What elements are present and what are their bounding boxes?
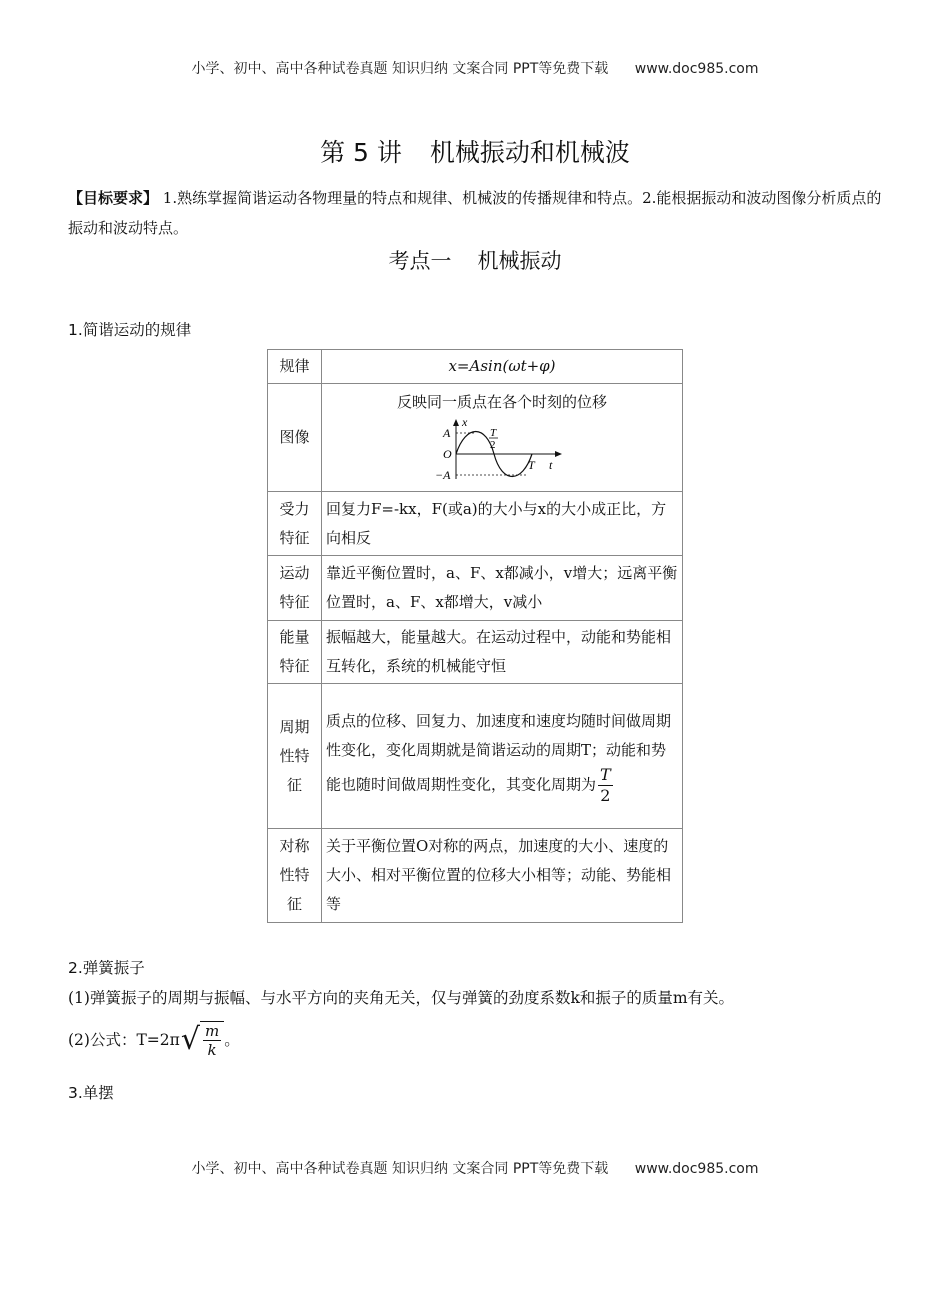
label-T: T [528,458,535,472]
sqrt-symbol: √ [180,1022,200,1057]
footer-site-link[interactable]: www.doc985.com [634,1161,759,1177]
formula-suffix: 。 [224,1031,240,1049]
row-key-line: 对称 [279,837,310,855]
table-row [268,621,683,684]
row-value: 振幅越大，能量越大。在运动过程中，动能和势能相互转化，系统的机械能守恒 [322,621,683,684]
row-key-line: 受力 [279,499,310,518]
period-text: 质点的位移、回复力、加速度和速度均随时间做周期性变化，变化周期就是简谐运动的周期T；动能和势能也随时间做周期性变化，其变化周期为 [326,711,672,793]
spring-formula [68,1020,240,1060]
header-site-link[interactable]: www.doc985.com [634,61,759,77]
fraction-numerator: T [600,764,611,784]
x-axis-arrow [555,451,562,457]
row-key-line: 征 [286,895,302,913]
goals-tag: 【目标要求】 [68,189,159,207]
section-number: 考点一 [388,249,452,273]
row-key [268,556,322,621]
row-key [268,829,322,923]
row-key-line: 周期 [279,717,310,736]
row-value: 靠近平衡位置时，a、F、x都减小，v增大；远离平衡位置时，a、F、x都增大，v减小 [322,556,683,621]
table-row [268,492,683,556]
goals-paragraph [68,183,883,243]
footer-text: 小学、初中、高中各种试卷真题 知识归纳 文案合同 PPT等免费下载 [191,1161,609,1177]
row-key-line: 特征 [279,593,310,611]
label-O: O [443,447,452,461]
label-half-T-den: 2 [490,439,496,451]
subheading-1: 1.简谐运动的规律 [68,321,192,339]
row-key-line: 特征 [279,528,310,547]
lecture-title: 机械振动和机械波 [429,138,630,167]
label-A: A [443,426,451,440]
spring-paragraph-1: (1)弹簧振子的周期与振幅、与水平方向的夹角无关，仅与弹簧的劲度系数k和振子的质量m有关。 [68,989,735,1007]
subheading-2: 2.弹簧振子 [68,959,145,977]
label-neg-A: −A [435,468,451,482]
formula-prefix: (2)公式：T=2π [68,1031,180,1049]
label-half-T-num: T [490,427,497,439]
row-key-line: 性特 [279,866,310,884]
table-row [268,684,683,829]
half-period-fraction [598,765,613,806]
section-heading [0,245,950,275]
row-value [322,384,683,492]
row-key-line: 征 [286,775,302,794]
row-value [322,684,683,829]
lecture-number: 第 5 讲 [320,138,402,167]
table-row [268,350,683,384]
row-key-line: 能量 [279,628,310,646]
row-value: 关于平衡位置O对称的两点，加速度的大小、速度的大小、相对平衡位置的位移大小相等；动能、势能相等 [322,829,683,923]
formula: x=Asin(ωt+φ) [448,357,556,375]
row-key [268,492,322,556]
table-row [268,556,683,621]
radicand-denominator: k [207,1041,217,1059]
table-row [268,829,683,923]
header-text: 小学、初中、高中各种试卷真题 知识归纳 文案合同 PPT等免费下载 [191,61,609,77]
section-name: 机械振动 [477,249,562,273]
table-row [268,384,683,492]
row-key-line: 特征 [279,657,310,675]
y-axis-label: x [462,417,468,429]
row-value: 回复力F=-kx，F(或a)的大小与x的大小成正比，方向相反 [322,492,683,556]
page-footer [0,1158,950,1178]
row-key: 规律 [268,350,322,384]
page-title [0,133,950,169]
row-value [322,350,683,384]
sqrt-radicand [200,1021,224,1059]
subheading-3: 3.单摆 [68,1084,114,1102]
row-key [268,621,322,684]
shm-rules-table [267,349,683,923]
row-key-line: 性特 [279,746,310,765]
x-axis-label: t [549,458,553,472]
row-key: 图像 [268,384,322,492]
fraction-denominator: 2 [600,785,611,805]
y-axis-arrow [453,419,459,426]
radicand-numerator: m [204,1022,220,1040]
graph-caption: 反映同一质点在各个时刻的位移 [396,393,607,411]
row-key-line: 运动 [279,564,310,582]
sqrt-expression [181,1020,224,1060]
shm-graph [432,417,572,483]
row-key [268,684,322,829]
goals-text: 1.熟练掌握简谐运动各物理量的特点和规律、机械波的传播规律和特点。2.能根据振动和波动图像分析质点的振动和波动特点。 [68,189,882,237]
page-header [0,58,950,78]
